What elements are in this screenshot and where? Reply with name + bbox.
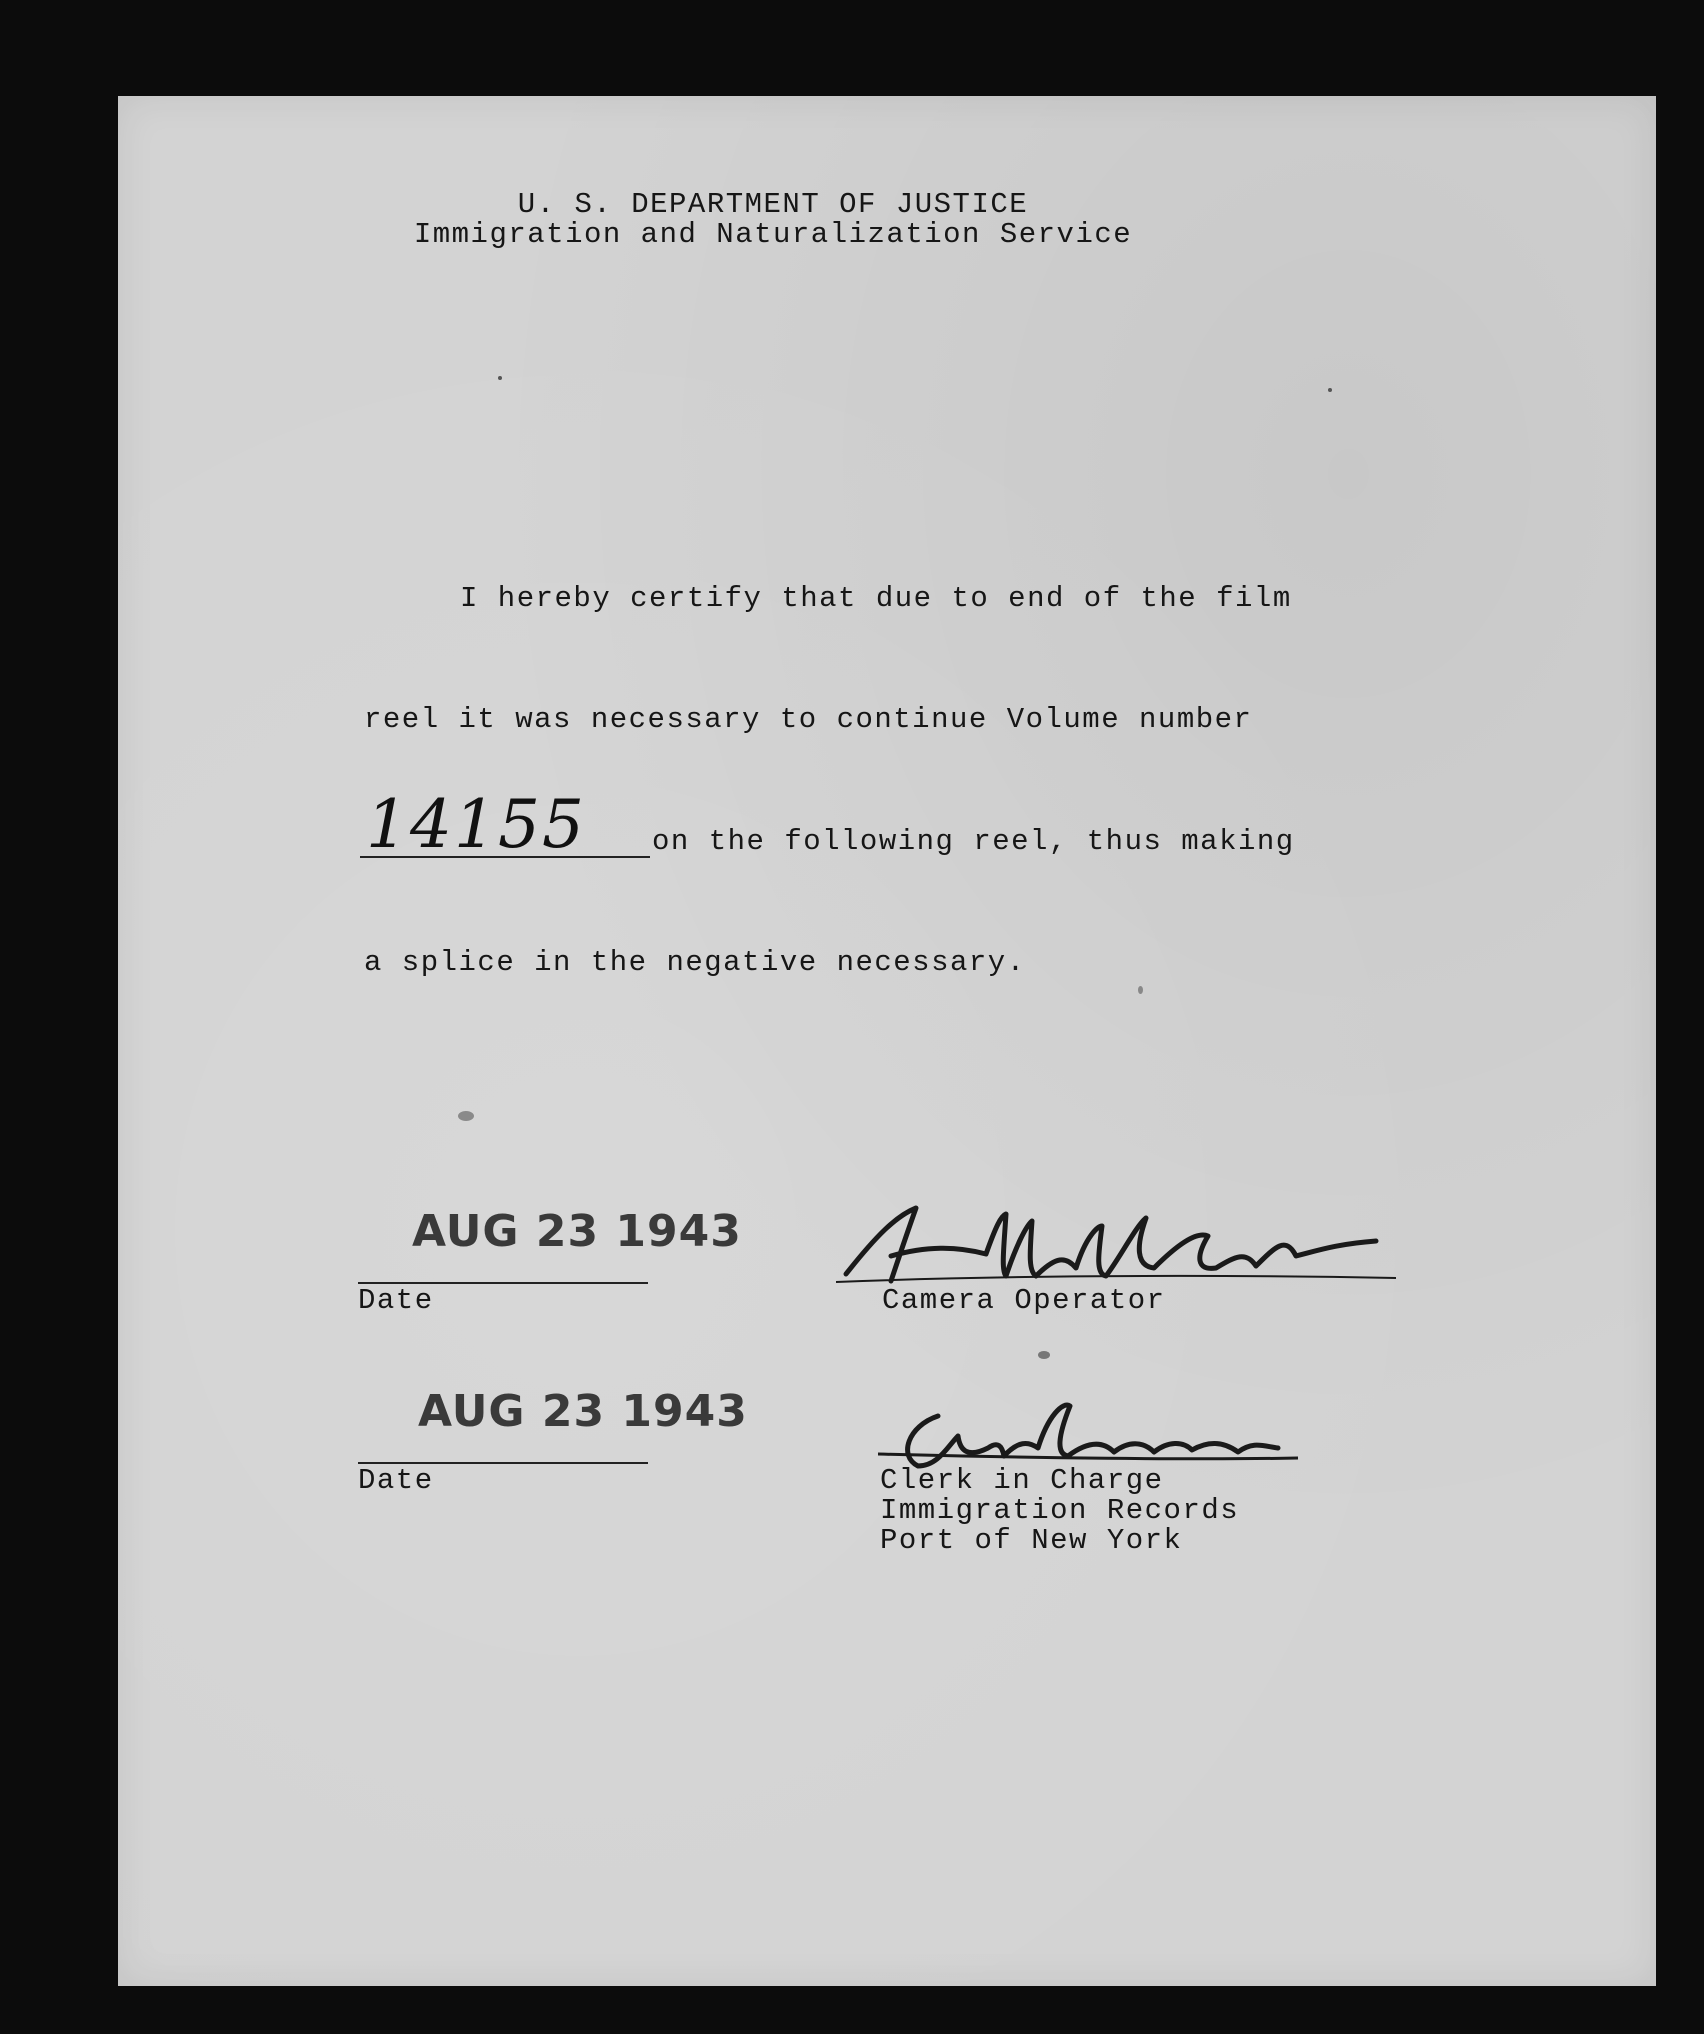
speck: [498, 376, 502, 380]
header-service: Immigration and Naturalization Service: [413, 218, 1133, 251]
body-line-2: reel it was necessary to continue Volume number: [364, 703, 1253, 736]
camera-operator-title: Camera Operator: [882, 1284, 1166, 1317]
clerk-title-line-3: Port of New York: [880, 1524, 1183, 1557]
date-stamp-2: AUG 23 1943: [418, 1386, 748, 1437]
date-label-2: Date: [358, 1464, 434, 1497]
date-label-1: Date: [358, 1284, 434, 1317]
body-line-4: a splice in the negative necessary.: [364, 946, 1026, 979]
speck: [1328, 388, 1332, 392]
camera-operator-signature: [836, 1196, 1396, 1296]
body-line-3: on the following reel, thus making: [652, 825, 1295, 858]
speck: [1038, 1351, 1050, 1359]
clerk-signature: [878, 1386, 1438, 1476]
clerk-title-line-1: Clerk in Charge: [880, 1464, 1164, 1497]
document-page: [118, 96, 1656, 1986]
header-agency: U. S. DEPARTMENT OF JUSTICE: [517, 188, 1029, 221]
volume-number: 14155: [366, 786, 586, 863]
volume-blank-line: [360, 856, 650, 858]
clerk-title-line-2: Immigration Records: [880, 1494, 1240, 1527]
speck: [1138, 986, 1143, 994]
body-line-1: I hereby certify that due to end of the film: [460, 582, 1292, 615]
speck: [458, 1111, 474, 1121]
date-stamp-1: AUG 23 1943: [412, 1206, 742, 1257]
